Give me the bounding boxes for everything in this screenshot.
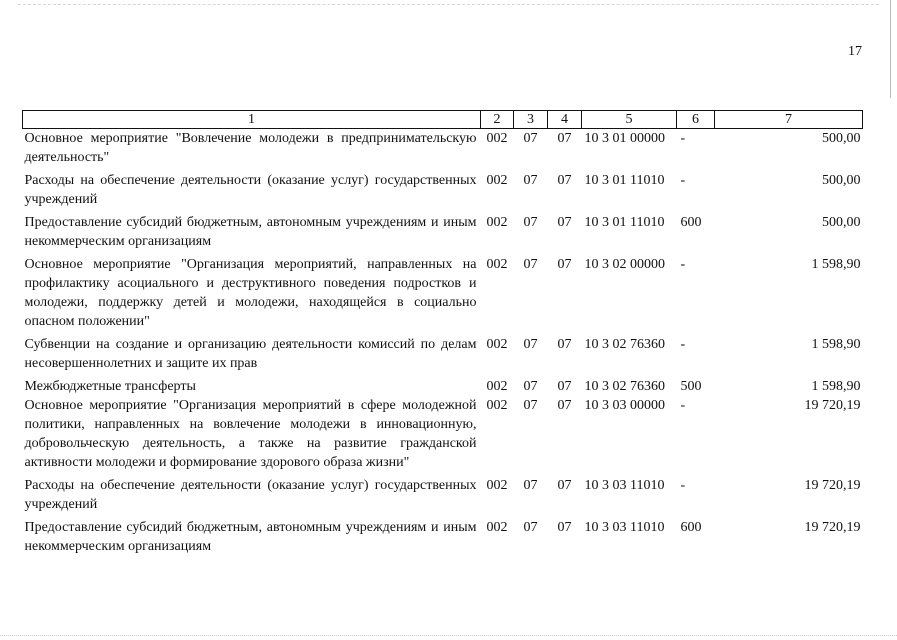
table-header [23,111,863,129]
row-expense-type: 500 [680,379,702,394]
row-amount: 1 598,90 [811,379,861,394]
header-col-6: 6 [677,111,715,129]
row-expense-type: 600 [680,520,702,535]
row-target-code: 10 3 03 00000 [584,398,665,413]
row-name: Основное мероприятие "Организация мероприятий в сфере молодежной политики, направленных на вовлечение молодежи в инновационную, добровольческую деятельность, а также на развитие гражданской активности молодежи и формирование здорового образа жизни" [24,398,477,470]
header-col-2: 2 [481,111,514,129]
row-target-code: 10 3 01 00000 [584,131,665,146]
row-section: 07 [523,173,538,188]
row-amount: 1 598,90 [811,337,861,352]
row-target-code: 10 3 03 11010 [584,520,665,535]
table-row [23,476,863,518]
row-grbs: 002 [486,173,508,188]
row-subsection: 07 [557,478,572,493]
row-expense-type: 600 [680,215,702,230]
row-grbs: 002 [486,520,508,535]
row-amount: 19 720,19 [804,398,861,413]
row-target-code: 10 3 02 76360 [584,337,665,352]
row-target-code: 10 3 01 11010 [584,173,665,188]
row-target-code: 10 3 02 00000 [584,257,665,272]
row-amount: 19 720,19 [804,520,861,535]
table-body [23,129,863,561]
row-subsection: 07 [557,173,572,188]
row-expense-type: - [680,398,686,413]
table-row [23,377,863,396]
header-row [23,111,863,129]
row-grbs: 002 [486,131,508,146]
row-name: Предоставление субсидий бюджетным, автономным учреждениям и иным некоммерческим организациям [24,215,477,249]
scan-bottom-border [0,635,897,636]
table-row [23,518,863,560]
row-subsection: 07 [557,379,572,394]
table-row [23,335,863,377]
row-section: 07 [523,478,538,493]
row-subsection: 07 [557,131,572,146]
row-expense-type: - [680,337,686,352]
row-section: 07 [523,131,538,146]
page-number: 17 [848,44,862,59]
header-col-7: 7 [715,111,863,129]
row-grbs: 002 [486,215,508,230]
row-target-code: 10 3 02 76360 [584,379,665,394]
header-col-3: 3 [514,111,548,129]
table-row [23,171,863,213]
row-grbs: 002 [486,337,508,352]
table-row [23,396,863,476]
row-grbs: 002 [486,478,508,493]
row-section: 07 [523,520,538,535]
row-target-code: 10 3 03 11010 [584,478,665,493]
row-section: 07 [523,379,538,394]
row-subsection: 07 [557,337,572,352]
row-target-code: 10 3 01 11010 [584,215,665,230]
row-name: Основное мероприятие "Вовлечение молодежи в предпринимательскую деятельность" [24,131,477,165]
row-amount: 500,00 [822,173,861,188]
row-amount: 19 720,19 [804,478,861,493]
scan-top-border [18,4,879,5]
row-section: 07 [523,215,538,230]
row-section: 07 [523,398,538,413]
row-name: Предоставление субсидий бюджетным, автономным учреждениям и иным некоммерческим организациям [24,520,477,554]
table-row [23,213,863,255]
row-grbs: 002 [486,379,508,394]
row-expense-type: - [680,131,686,146]
row-name: Основное мероприятие "Организация мероприятий, направленных на профилактику асоциального и деструктивного поведения подростков и молодежи, поддержку детей и молодежи, находящейся в социально опасном положении" [24,257,477,329]
row-subsection: 07 [557,215,572,230]
row-subsection: 07 [557,520,572,535]
row-subsection: 07 [557,257,572,272]
row-expense-type: - [680,478,686,493]
row-name: Межбюджетные трансферты [24,379,196,394]
row-section: 07 [523,337,538,352]
row-section: 07 [523,257,538,272]
table-row [23,255,863,335]
row-expense-type: - [680,173,686,188]
header-col-4: 4 [548,111,582,129]
row-grbs: 002 [486,257,508,272]
row-expense-type: - [680,257,686,272]
header-col-1: 1 [23,111,481,129]
row-name: Расходы на обеспечение деятельности (оказание услуг) государственных учреждений [24,478,477,512]
row-amount: 1 598,90 [811,257,861,272]
row-amount: 500,00 [822,131,861,146]
scan-right-edge [890,0,891,98]
row-name: Расходы на обеспечение деятельности (оказание услуг) государственных учреждений [24,173,477,207]
row-name: Субвенции на создание и организацию деятельности комиссий по делам несовершеннолетних и защите их прав [24,337,477,371]
header-col-5: 5 [582,111,677,129]
budget-table [22,110,863,560]
row-grbs: 002 [486,398,508,413]
table-row [23,129,863,172]
row-amount: 500,00 [822,215,861,230]
row-subsection: 07 [557,398,572,413]
